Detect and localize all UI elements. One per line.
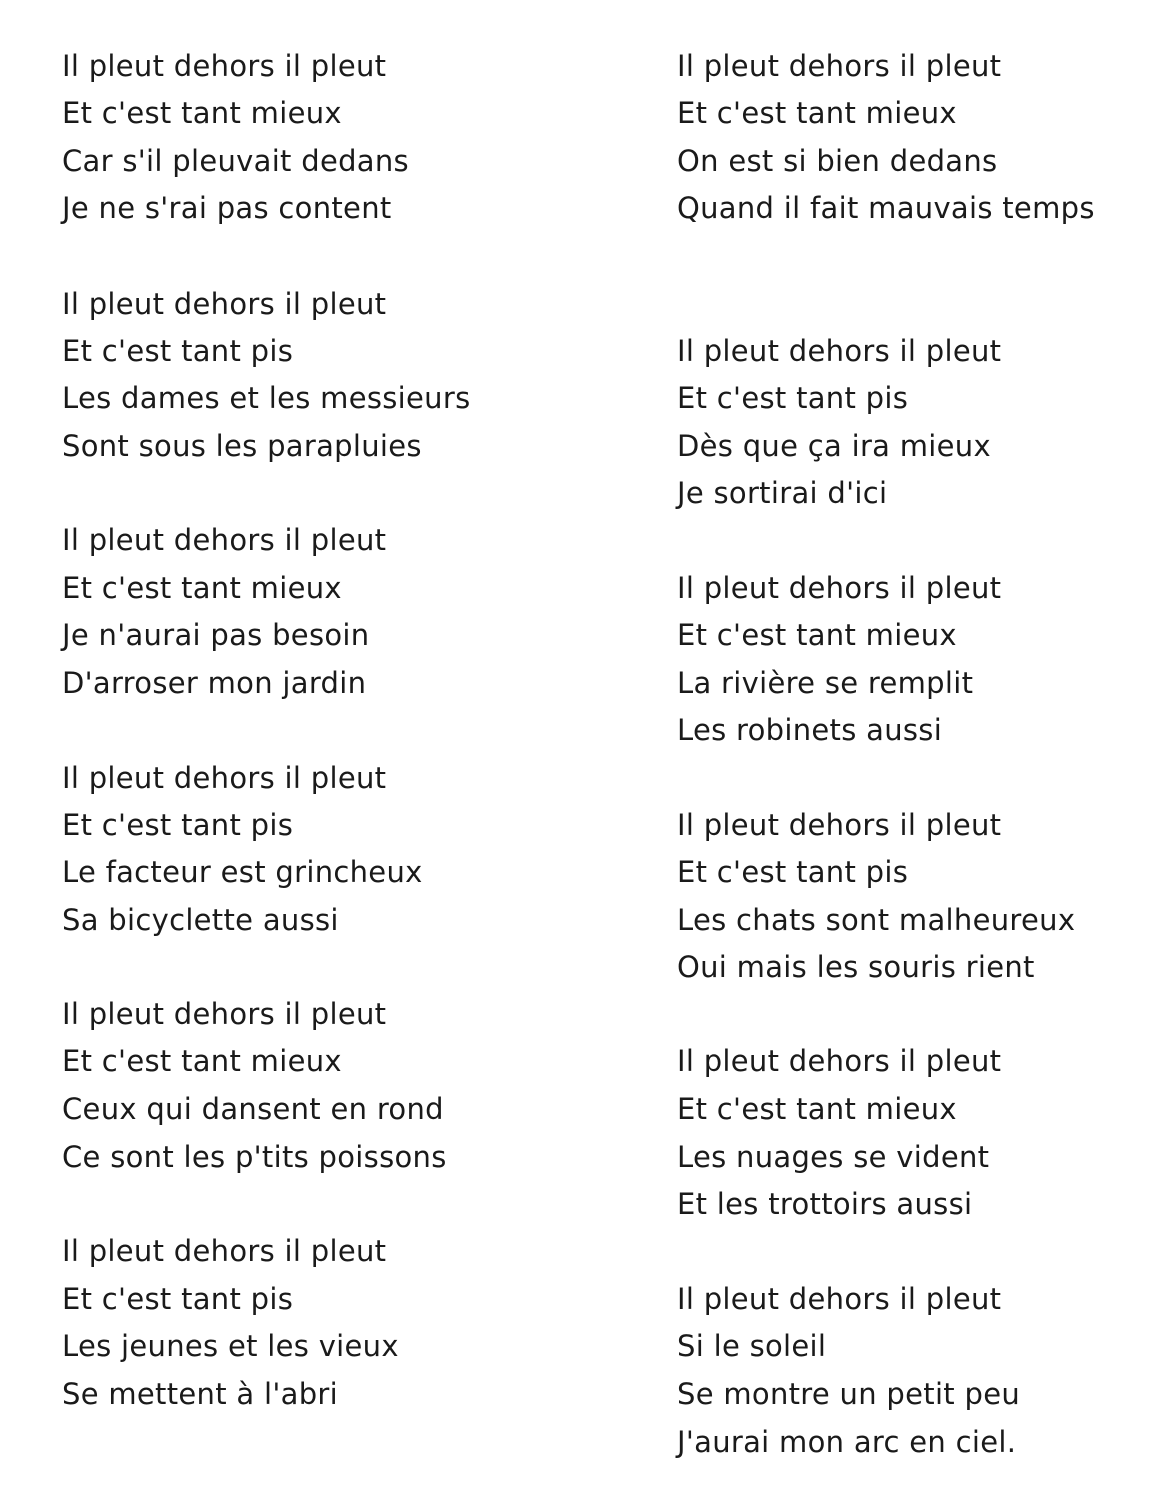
verse-line: Et c'est tant mieux bbox=[677, 96, 957, 130]
verse-line: Et c'est tant pis bbox=[62, 808, 294, 842]
verse-line: Ceux qui dansent en rond bbox=[62, 1092, 444, 1126]
verse-line: Les nuages se vident bbox=[677, 1140, 990, 1174]
verse-line: Il pleut dehors il pleut bbox=[62, 49, 387, 83]
verse-line: Il pleut dehors il pleut bbox=[677, 808, 1002, 842]
verse-line: Il pleut dehors il pleut bbox=[677, 334, 1002, 368]
verse-line: Je sortirai d'ici bbox=[677, 476, 888, 510]
verse-line: Les chats sont malheureux bbox=[677, 903, 1076, 937]
verse-line: Se mettent à l'abri bbox=[62, 1377, 338, 1411]
verse-line: Oui mais les souris rient bbox=[677, 950, 1035, 984]
verse-line: Le facteur est grincheux bbox=[62, 855, 423, 889]
verse-line: On est si bien dedans bbox=[677, 144, 998, 178]
verse-line: Les dames et les messieurs bbox=[62, 381, 471, 415]
verse-line: Il pleut dehors il pleut bbox=[62, 761, 387, 795]
verse-line: Se montre un petit peu bbox=[677, 1377, 1021, 1411]
verse-line: D'arroser mon jardin bbox=[62, 666, 367, 700]
verse-line: La rivière se remplit bbox=[677, 666, 974, 700]
verse-line: Je ne s'rai pas content bbox=[62, 191, 392, 225]
verse-line: Et c'est tant pis bbox=[677, 381, 909, 415]
verse-line: Et c'est tant pis bbox=[62, 1282, 294, 1316]
verse-line: Je n'aurai pas besoin bbox=[62, 618, 370, 652]
verse-line: Les robinets aussi bbox=[677, 713, 943, 747]
verse-line: Il pleut dehors il pleut bbox=[677, 49, 1002, 83]
verse-line: Et c'est tant mieux bbox=[62, 1044, 342, 1078]
verse-line: Il pleut dehors il pleut bbox=[62, 997, 387, 1031]
verse-line: Sa bicyclette aussi bbox=[62, 903, 339, 937]
verse-line: Dès que ça ira mieux bbox=[677, 429, 991, 463]
verse-line: Et c'est tant mieux bbox=[62, 571, 342, 605]
verse-line: Il pleut dehors il pleut bbox=[62, 523, 387, 557]
verse-line: Il pleut dehors il pleut bbox=[62, 1234, 387, 1268]
verse-line: Et c'est tant pis bbox=[62, 334, 294, 368]
verse-line: Et c'est tant mieux bbox=[62, 96, 342, 130]
verse-line: Et c'est tant mieux bbox=[677, 1092, 957, 1126]
verse-line: Il pleut dehors il pleut bbox=[677, 571, 1002, 605]
verse-line: Sont sous les parapluies bbox=[62, 429, 422, 463]
verse-line: Il pleut dehors il pleut bbox=[62, 287, 387, 321]
verse-line: Les jeunes et les vieux bbox=[62, 1329, 399, 1363]
verse-line: Il pleut dehors il pleut bbox=[677, 1044, 1002, 1078]
verse-line: Quand il fait mauvais temps bbox=[677, 191, 1095, 225]
verse-line: Si le soleil bbox=[677, 1329, 827, 1363]
verse-line: Et c'est tant mieux bbox=[677, 618, 957, 652]
verse-line: J'aurai mon arc en ciel. bbox=[677, 1425, 1017, 1459]
verse-line: Car s'il pleuvait dedans bbox=[62, 144, 409, 178]
verse-line: Et c'est tant pis bbox=[677, 855, 909, 889]
verse-line: Il pleut dehors il pleut bbox=[677, 1282, 1002, 1316]
verse-line: Et les trottoirs aussi bbox=[677, 1187, 973, 1221]
verse-line: Ce sont les p'tits poissons bbox=[62, 1140, 447, 1174]
